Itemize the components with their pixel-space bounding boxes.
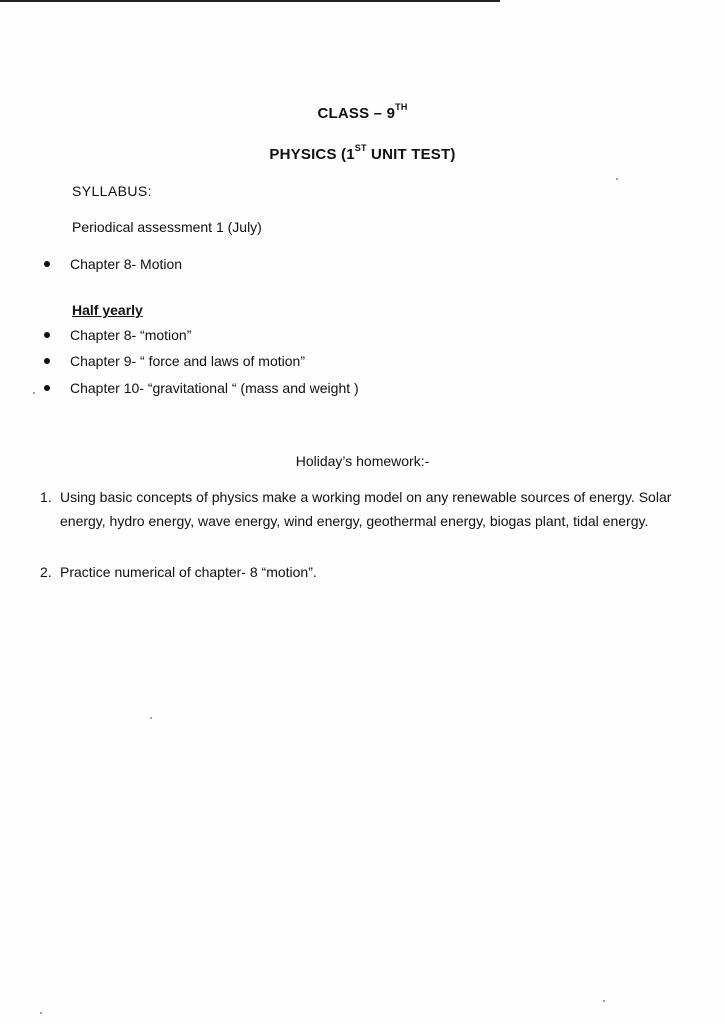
class-title	[0, 104, 725, 122]
list-item	[44, 327, 191, 343]
scan-edge-line	[0, 0, 500, 2]
class-title-superscript: TH	[395, 102, 408, 112]
numbered-item	[40, 560, 680, 584]
scan-speck	[616, 178, 618, 180]
list-item-text: Chapter 9- “ force and laws of motion”	[70, 353, 305, 369]
test-title-suffix: UNIT TEST)	[366, 146, 456, 163]
periodical-assessment-heading: Periodical assessment 1 (July)	[72, 219, 262, 235]
list-item-text: Chapter 10- “gravitational “ (mass and weight )	[70, 380, 359, 396]
homework-heading: Holiday’s homework:-	[295, 453, 430, 469]
bullet-icon	[44, 261, 50, 267]
class-title-text: CLASS – 9	[317, 105, 396, 122]
test-title	[0, 145, 725, 163]
item-text: Practice numerical of chapter- 8 “motion”.	[60, 564, 317, 580]
test-title-superscript: ST	[354, 143, 367, 153]
test-title-prefix: PHYSICS (1	[269, 146, 355, 163]
numbered-item	[40, 485, 680, 533]
list-item	[44, 353, 305, 369]
list-item	[44, 380, 359, 396]
scan-speck	[603, 1000, 605, 1002]
item-text: Using basic concepts of physics make a working model on any renewable sources of energy. Solar energy, hydro energy, wave energy, wind energy, geothermal energy, biogas plant, tidal energy.	[60, 489, 672, 529]
list-item	[44, 256, 182, 272]
scan-speck	[33, 392, 35, 394]
bullet-icon	[44, 358, 50, 364]
bullet-icon	[44, 332, 50, 338]
scan-speck	[40, 1012, 42, 1014]
half-yearly-heading: Half yearly	[72, 302, 143, 318]
item-number: 1.	[40, 489, 52, 505]
list-item-text: Chapter 8- Motion	[70, 256, 183, 272]
list-item-text: Chapter 8- “motion”	[70, 327, 192, 343]
bullet-icon	[44, 385, 50, 391]
item-number: 2.	[40, 564, 52, 580]
scan-speck	[150, 717, 152, 719]
syllabus-label: SYLLABUS:	[72, 183, 152, 199]
